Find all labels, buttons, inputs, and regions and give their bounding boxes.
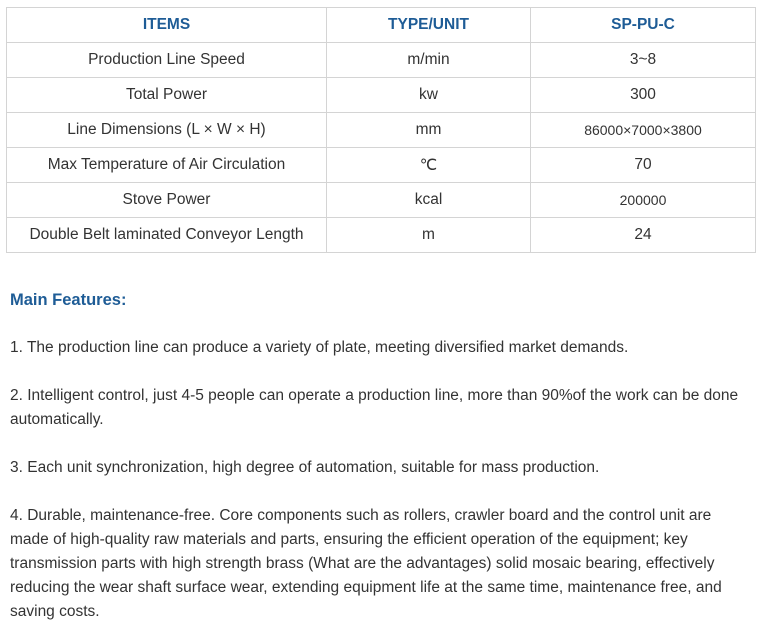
spec-table	[6, 7, 756, 253]
table-row	[7, 78, 756, 113]
cell-item: Double Belt laminated Conveyor Length	[7, 218, 327, 253]
cell-value: 200000	[531, 183, 756, 218]
cell-item: Line Dimensions (L × W × H)	[7, 113, 327, 148]
cell-value: 70	[531, 148, 756, 183]
cell-unit: mm	[327, 113, 531, 148]
header-model: SP-PU-C	[531, 8, 756, 43]
cell-value: 3~8	[531, 43, 756, 78]
cell-unit: m/min	[327, 43, 531, 78]
cell-value: 24	[531, 218, 756, 253]
features-heading: Main Features:	[10, 291, 127, 309]
main-features-section	[10, 286, 754, 624]
cell-item: Production Line Speed	[7, 43, 327, 78]
cell-unit: ℃	[327, 148, 531, 183]
table-header-row	[7, 8, 756, 43]
cell-item: Stove Power	[7, 183, 327, 218]
cell-value: 300	[531, 78, 756, 113]
table-row	[7, 148, 756, 183]
table-row	[7, 43, 756, 78]
cell-item: Max Temperature of Air Circulation	[7, 148, 327, 183]
table-row	[7, 113, 756, 148]
cell-unit: kcal	[327, 183, 531, 218]
header-type-unit: TYPE/UNIT	[327, 8, 531, 43]
header-items: ITEMS	[7, 8, 327, 43]
cell-value: 86000×7000×3800	[531, 113, 756, 148]
feature-item: 1. The production line can produce a variety of plate, meeting diversified market demands.	[10, 339, 629, 356]
cell-item: Total Power	[7, 78, 327, 113]
cell-unit: m	[327, 218, 531, 253]
feature-item: 2. Intelligent control, just 4-5 people can operate a production line, more than 90%of the work can be done automatically.	[10, 387, 739, 428]
feature-item: 4. Durable, maintenance-free. Core components such as rollers, crawler board and the control unit are made of high-quality raw materials and parts, ensuring the efficient operation of the equipment; key transmission parts with high strength brass (What are the advantages) solid mosaic bearing, effectively reducing the wear shaft surface wear, extending equipment life at the same time, maintenance free, and saving costs.	[10, 507, 722, 620]
cell-unit: kw	[327, 78, 531, 113]
table-row	[7, 218, 756, 253]
feature-item: 3. Each unit synchronization, high degree of automation, suitable for mass production.	[10, 459, 600, 476]
table-row	[7, 183, 756, 218]
